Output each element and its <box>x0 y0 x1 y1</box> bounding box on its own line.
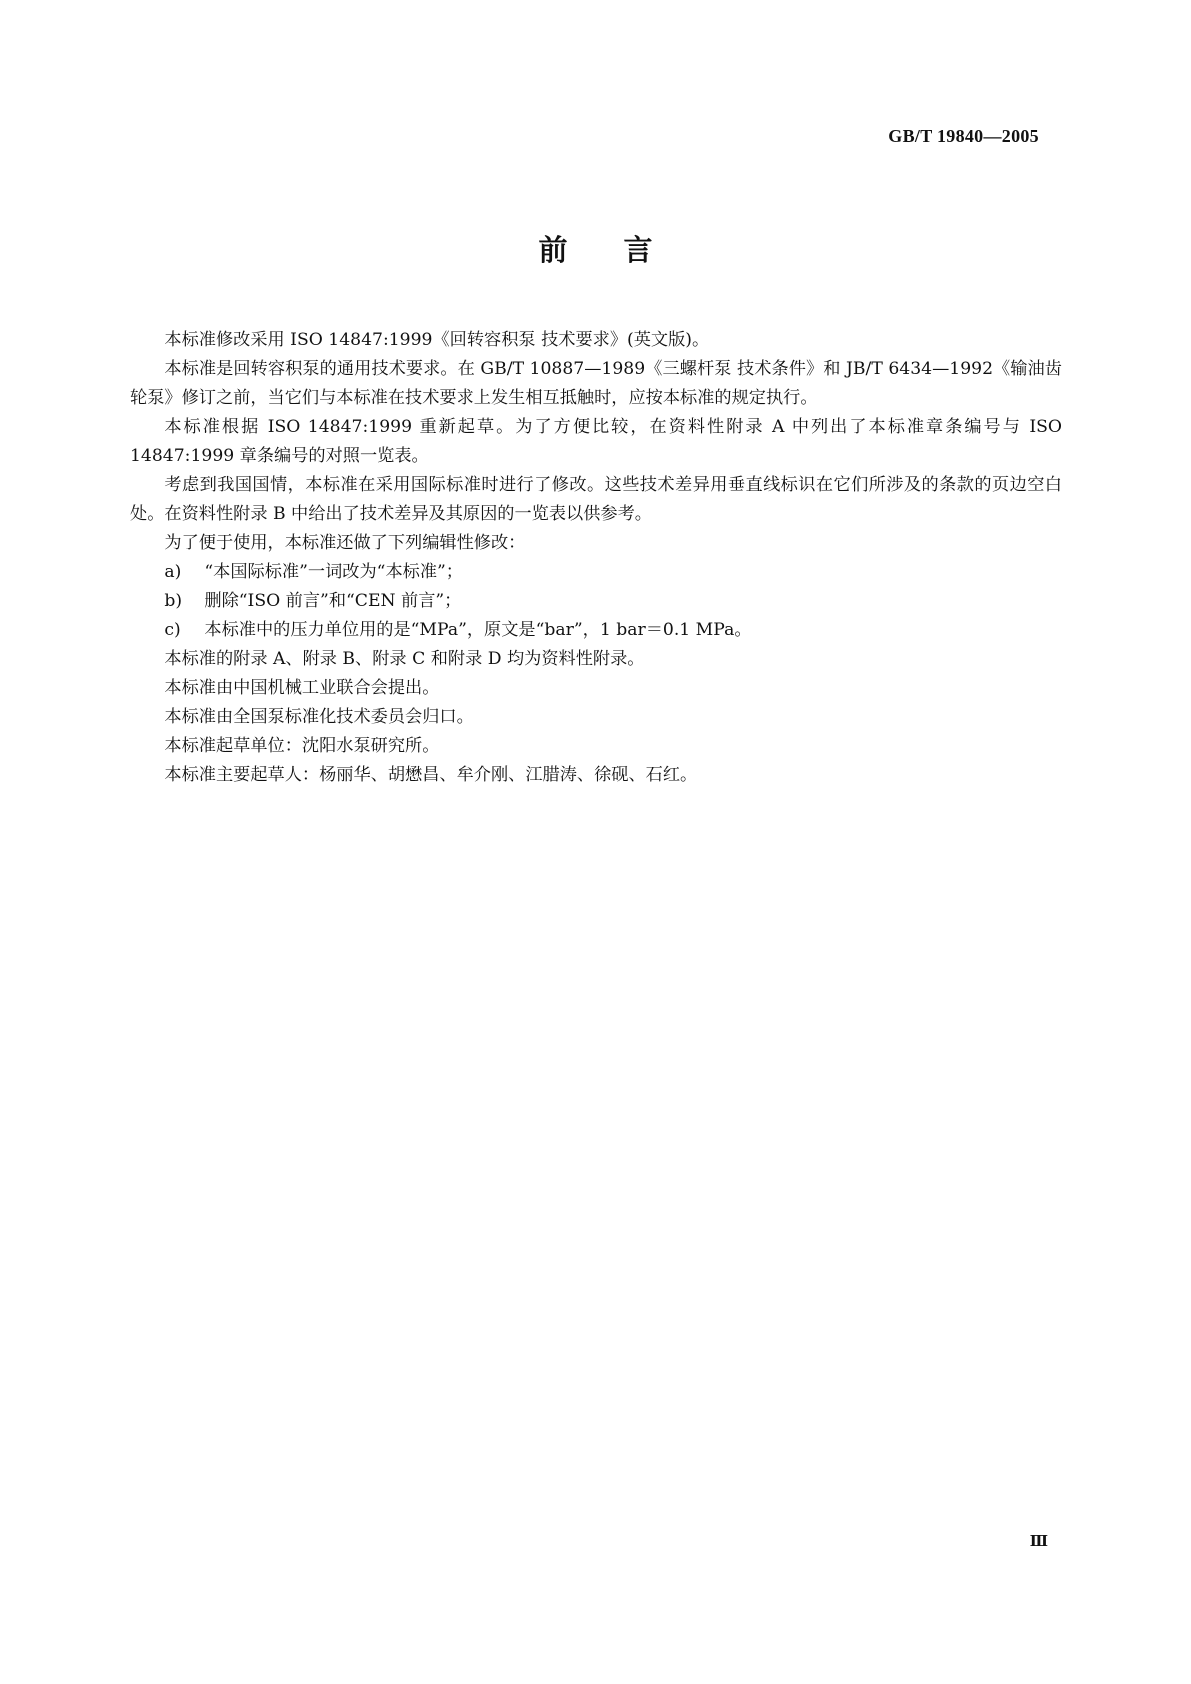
paragraph: 本标准由中国机械工业联合会提出。 <box>164 678 440 698</box>
paragraph: 本标准主要起草人：杨丽华、胡懋昌、牟介刚、江腊涛、徐砚、石红。 <box>164 765 698 785</box>
page-title <box>0 228 1191 269</box>
paragraph: 本标准修改采用 ISO 14847:1999《回转容积泵 技术要求》(英文版)。 <box>164 330 710 350</box>
list-item-label: a) <box>164 562 182 582</box>
list-item-text: 删除“ISO 前言”和“CEN 前言”； <box>204 591 462 611</box>
list-item <box>130 587 1062 616</box>
paragraph: 考虑到我国国情，本标准在采用国际标准时进行了修改。这些技术差异用垂直线标识在它们所涉及的条款的页边空白处。在资料性附录 B 中给出了技术差异及其原因的一览表以供参考。 <box>130 475 1062 524</box>
title-char-2: 言 <box>623 233 653 267</box>
list-item <box>130 558 1062 587</box>
list-item-text: “本国际标准”一词改为“本标准”； <box>204 562 463 582</box>
paragraph: 本标准的附录 A、附录 B、附录 C 和附录 D 均为资料性附录。 <box>164 649 645 669</box>
paragraph: 本标准根据 ISO 14847:1999 重新起草。为了方便比较，在资料性附录 A 中列出了本标准章条编号与 ISO 14847:1999 章条编号的对照一览表。 <box>130 417 1062 466</box>
list-item-text: 本标准中的压力单位用的是“MPa”，原文是“bar”，1 bar＝0.1 MPa。 <box>204 620 752 640</box>
paragraph: 本标准由全国泵标准化技术委员会归口。 <box>164 707 474 727</box>
title-char-1: 前 <box>538 233 568 267</box>
list-item-label: b) <box>164 591 183 611</box>
standard-code: GB/T 19840—2005 <box>888 126 1039 146</box>
paragraph: 本标准起草单位：沈阳水泵研究所。 <box>164 736 440 756</box>
list-item <box>130 616 1062 645</box>
page-number: Ⅲ <box>1029 1534 1047 1550</box>
paragraph: 为了便于使用，本标准还做了下列编辑性修改： <box>164 533 526 553</box>
foreword-body <box>130 326 1062 790</box>
list-item-label: c) <box>164 620 181 640</box>
paragraph: 本标准是回转容积泵的通用技术要求。在 GB/T 10887—1989《三螺杆泵 技术条件》和 JB/T 6434—1992《输油齿轮泵》修订之前，当它们与本标准在技术要求上发生相互抵触时，应按本标准的规定执行。 <box>130 359 1062 408</box>
